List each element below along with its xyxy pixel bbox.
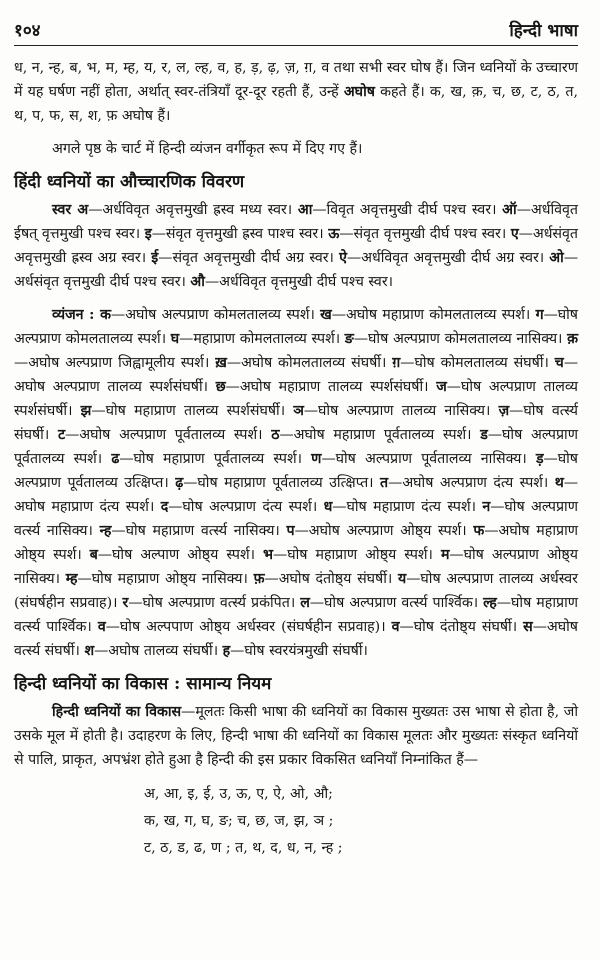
sound-description: —घोष महाप्राण ओष्ठ्य स्पर्श। (273, 547, 441, 563)
sound-description: —अघोष अल्पप्राण कोमलतालव्य स्पर्श। (111, 307, 321, 323)
sound-description: —घोष अल्पप्राण तालव्य नासिक्य। (303, 403, 499, 419)
sound-description: —अघोष महाप्राण पूर्वतालव्य स्पर्श। (279, 427, 481, 443)
sound-description: —अर्धविवृत ईषत् वृत्तमुखी पश्च स्वर। (14, 202, 578, 242)
sound-description: —घोष वर्त्स्य संघर्षी। (14, 403, 578, 443)
sound-term: र (122, 595, 129, 611)
letter-line: ट, ठ, ड, ढ, ण ; त, थ, द, ध, न, न्ह ; (144, 840, 343, 856)
sound-term: द (160, 499, 169, 515)
sound-term: ड (480, 427, 488, 443)
sound-term: ब (89, 547, 98, 563)
sound-term: व (391, 619, 400, 635)
section-heading-articulation: हिंदी ध्वनियों का औच्चारणिक विवरण (14, 172, 245, 192)
sound-term: य (398, 571, 407, 587)
sound-description: —घोष अल्पप्राण ओष्ठ्य नासिक्य। (14, 547, 578, 587)
sound-term: ण (311, 451, 322, 467)
sound-term: व्यंजन : क (52, 307, 112, 323)
section-heading-development: हिन्दी ध्वनियों का विकास : सामान्य नियम (14, 674, 272, 694)
sound-description: —घोष अल्पपाण ओष्ठ्य अर्धस्वर (संघर्षहीन सप्रवाह)। (105, 619, 392, 635)
sound-description: —अर्धविवृत अवृत्तमुखी ह्रस्व मध्य स्वर। (88, 202, 298, 218)
sound-description: —घोष अल्पप्राण वर्त्स्य पार्श्विक। (309, 595, 484, 611)
sound-description: —अघोष अल्पप्राण दंत्य स्पर्श। (388, 475, 555, 491)
sound-term: ई (151, 250, 159, 266)
sound-description: —घोष महाप्राण पूर्वतालव्य उत्क्षिप्त। (183, 475, 381, 491)
sound-term: ग (535, 307, 544, 323)
development-paragraph (14, 700, 578, 772)
sound-description: —अघोष अल्पप्राण ओष्ठ्य स्पर्श। (294, 523, 474, 539)
header-rule (14, 45, 578, 46)
sound-term: ऊ (328, 226, 340, 242)
sound-term: ओ (549, 250, 564, 266)
sound-term: ग़ (392, 355, 401, 371)
letter-line: अ, आ, इ, ई, उ, ऊ, ए, ऐ, ओ, औ; (144, 786, 333, 802)
sound-term: इ (144, 226, 152, 242)
sound-term: छ (215, 379, 226, 395)
sound-description: —महाप्राण कोमलतालव्य स्पर्श। (179, 331, 345, 347)
sound-description: —विवृत अवृत्तमुखी दीर्घ पश्च स्वर। (312, 202, 503, 218)
sound-term: ख़ (215, 355, 227, 371)
sound-term: ट (57, 427, 66, 443)
sound-term: ज़ (498, 403, 510, 419)
intro-text-2: कहते हैं। क, ख, क़, च, छ, ट, ठ, त, थ, प, फ, स, श, फ़ अघोष हैं। (14, 84, 578, 124)
sound-term: भ (263, 547, 273, 563)
sound-term: ध (323, 499, 333, 515)
sound-term: त (380, 475, 389, 491)
sound-description: —संवृत वृत्तमुखी दीर्घ पश्च स्वर। (339, 226, 511, 242)
sound-description: —घोष दंतोष्ठ्य संघर्षी। (399, 619, 524, 635)
sound-description: —घोष महाप्राण पूर्वतालव्य स्पर्श। (119, 451, 312, 467)
sound-term: आ (297, 202, 313, 218)
sound-description: —घोष कोमलतालव्य संघर्षी। (400, 355, 555, 371)
sound-term: ङ (344, 331, 354, 347)
sound-term: न्ह (99, 523, 112, 539)
sound-description: —घोष अल्पप्राण पूर्वतालव्य नासिक्य। (321, 451, 536, 467)
development-text: —मूलतः किसी भाषा की ध्वनियों का विकास मुख्यतः उस भाषा से होता है, जो उसके मूल में होती है। उदाहरण के लिए, हिन्दी भाषा की ध्वनियों का विकास मूलतः और मुख्यतः संस्कृत ध्वनियों से पालि, प्राकृत, अपभ्रंश होते हुआ है हिन्दी की इस प्रकार विकसित ध्वनियाँ निम्नांकित हैं— (14, 704, 578, 768)
sound-term: ऐ (339, 250, 347, 266)
sound-description: —घोष अल्पप्राण तालव्य अर्धस्वर (संघर्षहीन सप्रवाह)। (14, 571, 578, 611)
sound-description: —अघोष तालव्य संघर्षी। (94, 643, 223, 659)
sound-description: —अर्धविवृत अवृत्तमुखी दीर्घ अग्र स्वर। (346, 250, 550, 266)
sound-description: —अघोष अल्पप्राण तालव्य स्पर्शसंघर्षी। (14, 355, 578, 395)
chart-note: अगले पृष्ठ के चार्ट में हिन्दी व्यंजन वर्गीकृत रूप में दिए गए हैं। (52, 141, 363, 157)
letter-line: क, ख, ग, घ, ङ; च, छ, ज, झ, ञ ; (144, 813, 334, 829)
sound-description: —घोष महाप्राण वर्त्स्य पार्श्विक। (14, 595, 578, 635)
sound-term: घ (170, 331, 180, 347)
running-title: हिन्दी भाषा (509, 21, 578, 41)
sound-term: म्ह (65, 571, 78, 587)
sound-description: —घोष अल्पप्राण दंत्य स्पर्श। (168, 499, 324, 515)
sound-term: ए (510, 226, 519, 242)
sound-term: ड़ (535, 451, 544, 467)
sound-term: म (440, 547, 450, 563)
sound-term: ऑ (502, 202, 517, 218)
sound-description: —घोष अल्पाण ओष्ठ्य स्पर्श। (97, 547, 264, 563)
development-lead: हिन्दी ध्वनियों का विकास (52, 704, 182, 720)
sound-term: ख (320, 307, 332, 323)
sound-term: ढ (111, 451, 120, 467)
sound-term: च (554, 355, 564, 371)
sound-term: फ़ (253, 571, 265, 587)
intro-paragraph (14, 56, 578, 128)
letter-list (144, 781, 578, 862)
sound-description: —अघोष महाप्राण कोमलतालव्य स्पर्श। (331, 307, 536, 323)
sound-description: —अघोष महाप्राण दंत्य स्पर्श। (14, 475, 579, 515)
sound-term: ल्ह (483, 595, 497, 611)
sound-description: —संवृत अवृत्तमुखी दीर्घ अग्र स्वर। (158, 250, 340, 266)
sound-description: —घोष महाप्राण वर्त्स्य नासिक्य। (111, 523, 287, 539)
sound-term: झ (80, 403, 92, 419)
sound-term: ह (222, 643, 231, 659)
sound-term: ज (436, 379, 447, 395)
sound-term: ञ (293, 403, 304, 419)
sound-description: —अर्धविवृत वृत्तमुखी दीर्घ पश्च स्वर। (204, 274, 394, 290)
sound-term: थ (554, 475, 564, 491)
sound-description: —घोष महाप्राण ओष्ठ्य नासिक्य। (77, 571, 254, 587)
consonant-descriptions (14, 303, 578, 663)
sound-description: —अघोष वर्त्स्य संघर्षी। (14, 619, 579, 659)
sound-description: —अर्धसंवृत अवृत्तमुखी ह्रस्व अग्र स्वर। (14, 226, 578, 266)
sound-term: औ (190, 274, 205, 290)
page-header (14, 18, 578, 41)
sound-description: —अर्धसंवृत वृत्तमुखी दीर्घ पश्च स्वर। (14, 250, 578, 290)
sound-description: —घोष अल्पप्राण कोमलतालव्य स्पर्श। (14, 307, 579, 347)
sound-term: ल (300, 595, 310, 611)
sound-term: ठ (271, 427, 280, 443)
sound-description: —अघोष अल्पप्राण पूर्वतालव्य स्पर्श। (65, 427, 272, 443)
sound-description: —घोष अल्पप्राण पूर्वतालव्य स्पर्श। (14, 427, 578, 467)
sound-description: —घोष अल्पप्राण वर्त्स्य प्रकंपित। (128, 595, 301, 611)
sound-term: ढ़ (175, 475, 184, 491)
sound-term: फ (473, 523, 485, 539)
sound-term: न (482, 499, 491, 515)
sound-description: —घोष अल्पप्राण तालव्य स्पर्शसंघर्षी। (14, 379, 578, 419)
sound-description: —घोष महाप्राण दंत्य स्पर्श। (332, 499, 483, 515)
page-number: १०४ (14, 21, 41, 41)
sound-description: —घोष अल्पप्राण पूर्वतालव्य उत्क्षिप्त। (14, 451, 578, 491)
sound-term: स्वर अ (52, 202, 89, 218)
sound-term: श (84, 643, 95, 659)
intro-text-1: ध, न, न्ह, ब, भ, म, म्ह, य, र, ल, ल्ह, व, ह, ड़, ढ़, ज़, ग़, व तथा सभी स्वर घोष हैं। जिन ध्वनियों के उच्चारण में यह घर्षण नहीं होता, अर्थात् स्वर-तंत्रियाँ दूर-दूर रहती हैं, उन्हें (14, 60, 578, 100)
vowel-descriptions (14, 198, 578, 294)
sound-description: —अघोष अल्पप्राण जिह्वामूलीय स्पर्श। (14, 355, 216, 371)
sound-description: —घोष महाप्राण तालव्य स्पर्शसंघर्षी। (91, 403, 294, 419)
sound-description: —संवृत वृत्तमुखी ह्रस्व पाश्च स्वर। (151, 226, 329, 242)
sound-description: —अघोष दंतोष्ठ्य संघर्षी। (264, 571, 398, 587)
intro-bold-term: अघोष (343, 84, 375, 100)
sound-description: —घोष अल्पप्राण कोमलतालव्य नासिक्य। (353, 331, 568, 347)
sound-term: क़ (567, 331, 578, 347)
sound-term: प (286, 523, 295, 539)
sound-description: —घोष अल्पप्राण वर्त्स्य नासिक्य। (14, 499, 578, 539)
sound-description: —अघोष महाप्राण ओष्ठ्य स्पर्श। (14, 523, 578, 563)
sound-description: —अघोष महाप्राण तालव्य स्पर्शसंघर्षी। (225, 379, 437, 395)
sound-term: स (523, 619, 533, 635)
sound-description: —अघोष कोमलतालव्य संघर्षी। (226, 355, 393, 371)
sound-description: —घोष स्वरयंत्रमुखी संघर्षी। (230, 643, 368, 659)
sound-term: व (97, 619, 106, 635)
